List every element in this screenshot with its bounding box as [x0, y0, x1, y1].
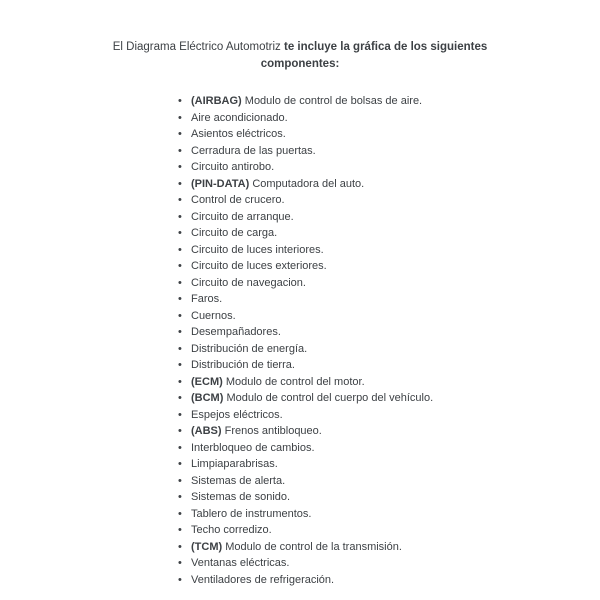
component-text: Sistemas de alerta.	[191, 474, 286, 487]
component-text: Circuito antirobo.	[191, 161, 275, 173]
component-text: Limpiaparabrisas.	[191, 458, 278, 470]
list-item	[178, 192, 600, 209]
list-item	[178, 176, 600, 193]
page-title-bold: te incluye la gráfica de los siguientes componentes:	[260, 41, 488, 70]
component-text: Tablero de instrumentos.	[191, 507, 312, 520]
list-item	[178, 143, 600, 160]
list-item	[178, 440, 600, 457]
list-item	[178, 390, 600, 407]
list-item	[178, 225, 600, 242]
list-item	[178, 110, 600, 127]
list-item	[178, 209, 600, 226]
component-text: Circuito de navegacion.	[191, 276, 306, 289]
component-text: Modulo de control de bolsas de aire.	[244, 95, 423, 107]
component-text: Distribución de energía.	[191, 342, 308, 355]
component-text: Espejos eléctricos.	[191, 408, 283, 421]
component-text: Frenos antibloqueo.	[224, 425, 322, 437]
list-item	[178, 572, 600, 589]
list-item	[178, 423, 600, 440]
component-text: Asientos eléctricos.	[191, 128, 286, 140]
component-text: Circuito de arranque.	[191, 210, 294, 223]
component-list	[178, 93, 600, 588]
list-item	[178, 489, 600, 506]
component-text: Desempañadores.	[191, 326, 281, 338]
page-title-regular: El Diagrama Eléctrico Automotriz	[112, 41, 285, 53]
list-item	[178, 555, 600, 572]
component-text: Control de crucero.	[191, 194, 285, 206]
list-item	[178, 539, 600, 556]
list-item	[178, 506, 600, 523]
list-item	[178, 258, 600, 275]
component-text: Faros.	[191, 293, 223, 305]
list-item	[178, 308, 600, 325]
list-item	[178, 374, 600, 391]
component-text: Cuernos.	[191, 309, 236, 322]
component-text: Cerradura de las puertas.	[191, 144, 316, 157]
component-text: Aire acondicionado.	[191, 111, 288, 124]
component-text: Techo corredizo.	[191, 524, 272, 536]
list-item	[178, 522, 600, 539]
list-item	[178, 407, 600, 424]
component-text: Computadora del auto.	[252, 177, 365, 190]
component-text: Circuito de carga.	[191, 227, 278, 239]
list-item	[178, 456, 600, 473]
component-text: Modulo de control del cuerpo del vehículo.	[226, 392, 434, 404]
list-item	[178, 473, 600, 490]
component-code: (TCM)	[191, 540, 226, 553]
component-code: (BCM)	[191, 392, 227, 404]
list-item	[178, 324, 600, 341]
component-text: Interbloqueo de cambios.	[191, 441, 315, 454]
component-text: Ventiladores de refrigeración.	[191, 573, 335, 586]
component-text: Circuito de luces exteriores.	[191, 260, 327, 272]
component-code: (ABS)	[191, 425, 225, 437]
list-item	[178, 126, 600, 143]
list-item	[178, 291, 600, 308]
component-text: Ventanas eléctricas.	[191, 557, 290, 569]
list-item	[178, 341, 600, 358]
component-text: Modulo de control del motor.	[225, 375, 365, 388]
page-title	[110, 0, 490, 72]
list-item	[178, 357, 600, 374]
list-item	[178, 159, 600, 176]
component-text: Distribución de tierra.	[191, 359, 295, 371]
component-text: Modulo de control de la transmisión.	[225, 540, 402, 553]
list-item	[178, 93, 600, 110]
component-code: (ECM)	[191, 375, 226, 388]
component-text: Circuito de luces interiores.	[191, 243, 324, 256]
component-code: (PIN-DATA)	[191, 177, 253, 190]
list-item	[178, 242, 600, 259]
component-code: (AIRBAG)	[191, 95, 245, 107]
component-text: Sistemas de sonido.	[191, 491, 291, 503]
list-item	[178, 275, 600, 292]
